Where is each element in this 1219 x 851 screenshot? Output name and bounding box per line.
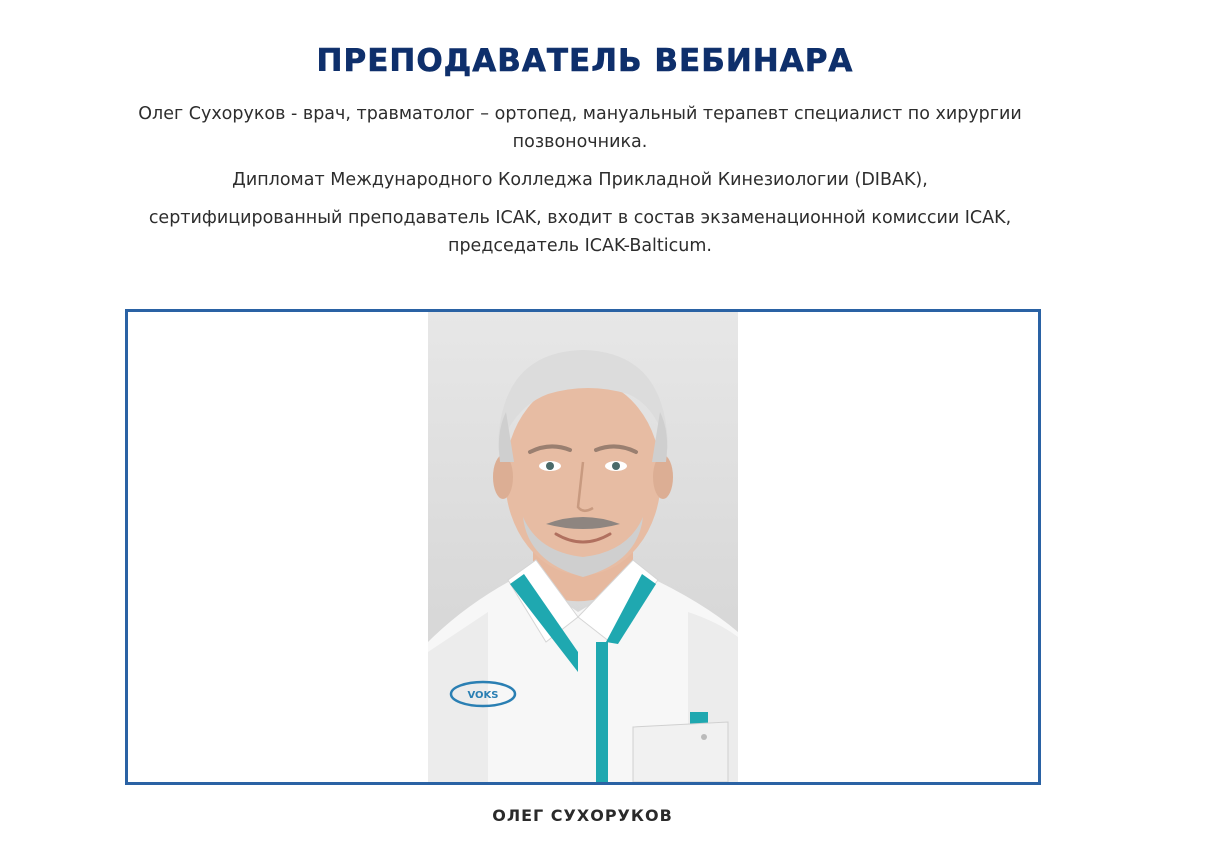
teacher-photo	[428, 312, 738, 782]
bio-paragraph: Дипломат Международного Колледжа Прикладной Кинезиологии (DIBAK),	[232, 170, 928, 190]
bio-paragraph: сертифицированный преподаватель ICAK, входит в состав экзаменационной комиссии ICAK, председатель ICAK-Balticum.	[148, 208, 1012, 256]
teacher-photo-frame	[125, 309, 1041, 785]
bio-paragraph: Олег Сухоруков - врач, травматолог – ортопед, мануальный терапевт специалист по хирургии позвоночника.	[138, 104, 1022, 152]
teacher-name: ОЛЕГ СУХОРУКОВ	[492, 806, 673, 825]
teacher-bio	[110, 100, 1050, 270]
page-title: ПРЕПОДАВАТЕЛЬ ВЕБИНАРА	[316, 42, 854, 79]
shirt-logo: VOKS	[467, 690, 499, 701]
